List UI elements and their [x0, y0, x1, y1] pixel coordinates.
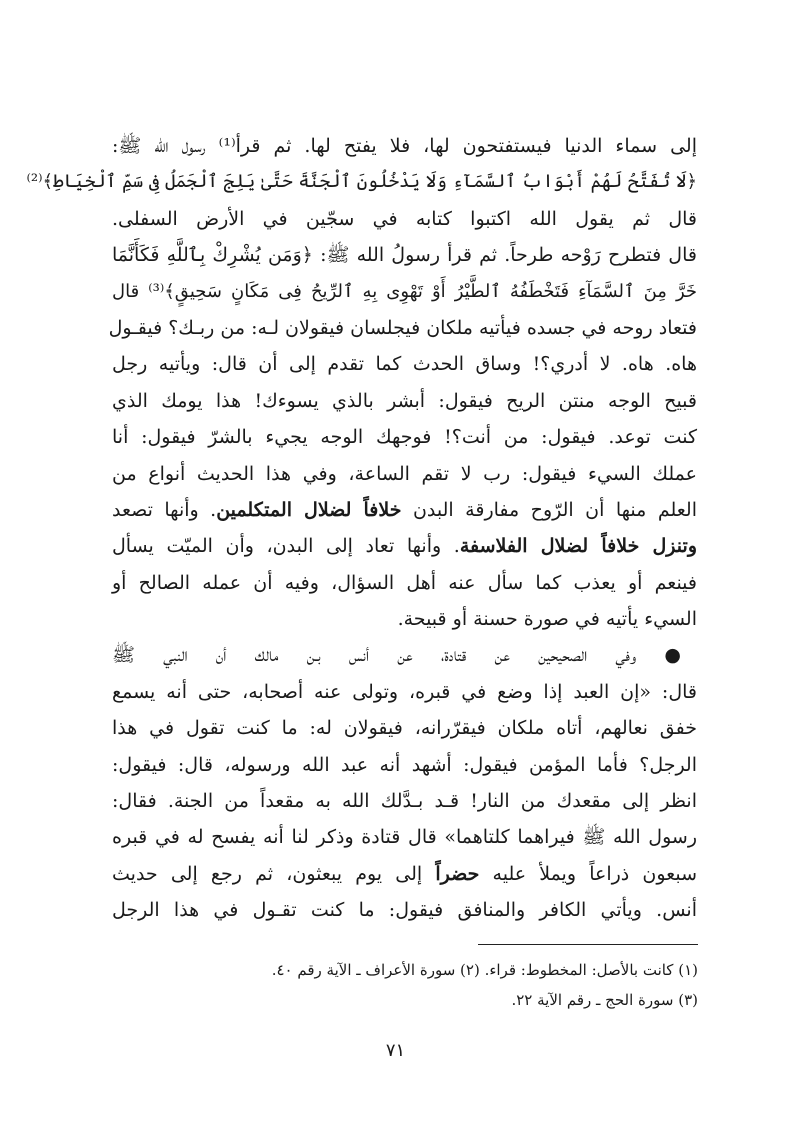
quran-verse-line: خَرَّ مِنَ ٱلسَّمَآءِ فَتَخْطَفُهُ ٱلطَّيْرُ أَوْ تَهْوِى بِهِ ٱلرِّيحُ فِى مَكَانٍ سَحِيقٍ﴾⁽³⁾ قال: [112, 280, 698, 302]
footnote: (١) كانت بالأصل: المخطوط: قراء. (٢) سورة الأعراف ـ الآية رقم ٤٠.: [271, 961, 698, 979]
text-line: قال ثم يقول الله اكتبوا كتابه في سجّين في الأرض السفلى.: [112, 207, 697, 230]
text-line: رسول الله ﷺ فيراهما كلتاهما» قال قتادة وذكر لنا أنه يفسح له في قبره: [112, 826, 697, 849]
emphasis-text: وتنزل خلافاً لضلال الفلاسفة: [459, 535, 697, 558]
footnotes: [271, 955, 698, 1015]
emphasis-text: حضراً: [435, 862, 480, 885]
text-segment: . وأنها تصعد: [112, 498, 217, 521]
text-segment: . وأنها تعاد إلى البدن، وأن الميّت يسأل: [112, 535, 460, 558]
text-line-with-emphasis: [112, 492, 697, 528]
text-segment: إلى يوم يبعثون، ثم رجع إلى حديث: [112, 862, 436, 885]
footnote: (٣) سورة الحج ـ رقم الآية ٢٢.: [511, 991, 698, 1009]
text-line: قبيح الوجه منتن الريح فيقول: أبشر بالذي يسوءك! هذا يومك الذي: [112, 389, 697, 412]
text-line: الرجل؟ فأما المؤمن فيقول: أشهد أنه عبد الله ورسوله، قال: فيقول:: [112, 753, 697, 776]
text-line: هاه. هاه. لا أدري؟! وساق الحدث كما تقدم إلى أن قال: ويأتيه رجل: [112, 353, 697, 376]
text-line-with-emphasis: [112, 528, 697, 564]
text-line: قال: «إن العبد إذا وضع في قبره، وتولى عنه أصحابه، حتى أنه يسمع: [112, 680, 697, 703]
text-line: انظر إلى مقعدك من النار! قـد بـدَّلك الله به مقعداً من الجنة. فقال:: [112, 790, 697, 813]
footnote-divider: [478, 944, 698, 945]
text-line: فتعاد روحه في جسده فيأتيه ملكان فيجلسان فيقولان لـه: من ربـك؟ فيقـول: [108, 316, 697, 339]
text-line: إلى سماء الدنيا فيستفتحون لها، فلا يفتح لها. ثم قرأ⁽¹⁾ رسول الله ﷺ:: [112, 135, 697, 157]
text-line: أنس. ويأتي الكافر والمنافق فيقول: ما كنت تقـول في هذا الرجل: [112, 899, 697, 922]
text-line-with-emphasis: [112, 856, 697, 892]
page-number: ٧١: [385, 1040, 406, 1061]
text-line: عملك السيء فيقول: رب لا تقم الساعة، وفي هذا الحديث أنواع من: [112, 462, 697, 485]
main-text: [26, 128, 698, 929]
text-line: فينعم أو يعذب كما سأل عنه أهل السؤال، وفيه أن عمله الصالح أو: [112, 571, 697, 594]
text-line: قال فتطرح رَوْحه طرحاً. ثم قرأ رسولُ الله ﷺ: ﴿وَمَن يُشْرِكْ بِٱللَّهِ فَكَأَنَّمَا: [112, 244, 697, 267]
text-segment: العلم منها أن الرّوح مفارقة البدن: [401, 498, 698, 521]
text-line: خفق نعالهم، أتاه ملكان فيقرّرانه، فيقولان له: ما كنت تقول في هذا: [112, 717, 697, 740]
quran-verse-line: ﴿لَا تُفَتَّحُ لَهُمْ أَبْوَابُ ٱلسَّمَآءِ وَلَا يَدْخُلُونَ ٱلْجَنَّةَ حَتَّىٰ يَلِجَ ٱلْجَمَلُ فِى سَمِّ ٱلْخِيَاطِ﴾⁽²⁾: [26, 171, 697, 193]
bullet-paragraph-start: ● وفي الصحيحين عن قتادة، عن أنس بـن مالك أن النبي ﷺ: [112, 644, 681, 667]
text-line: كنت توعد. فيقول: من أنت؟! فوجهك الوجه يجيء بالشرّ فيقول: أنا: [112, 426, 697, 449]
paragraph-end-line: السيء يأتيه في صورة حسنة أو قبيحة.: [397, 608, 697, 631]
emphasis-text: خلافاً لضلال المتكلمين: [216, 498, 402, 521]
text-segment: سبعون ذراعاً ويملأ عليه: [479, 862, 698, 885]
